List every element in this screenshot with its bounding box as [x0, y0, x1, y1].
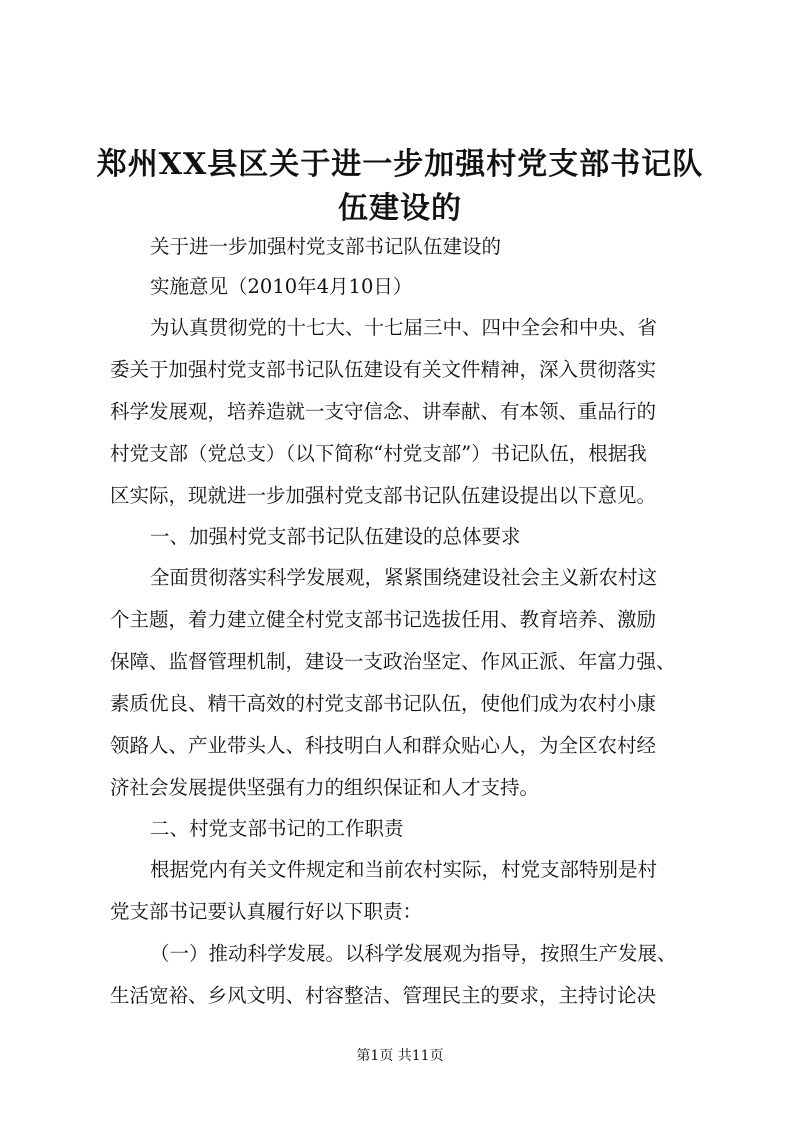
paragraph-line: 生活宽裕、乡风文明、村容整洁、管理民主的要求，主持讨论决 [110, 984, 657, 1007]
paragraph-line: 素质优良、精干高效的村党支部书记队伍，使他们成为农村小康 [110, 692, 657, 715]
paragraph-line: 为认真贯彻党的十七大、十七届三中、四中全会和中央、省 [150, 316, 658, 339]
paragraph-line: 委关于加强村党支部书记队伍建设有关文件精神，深入贯彻落实 [110, 358, 657, 381]
paragraph-line: 领路人、产业带头人、科技明白人和群众贴心人，为全区农村经 [110, 734, 657, 757]
page-number-footer: 第1页 共11页 [356, 1048, 444, 1064]
paragraph-line: 保障、监督管理机制，建设一支政治坚定、作风正派、年富力强、 [110, 650, 676, 673]
paragraph-line: 区实际，现就进一步加强村党支部书记队伍建设提出以下意见。 [110, 484, 657, 507]
subtitle-line-2: 实施意见（2010年4月10日） [150, 275, 413, 298]
document-title-line-1: 郑州XX县区关于进一步加强村党支部书记队 [96, 147, 704, 182]
paragraph-line: 科学发展观，培养造就一支守信念、讲奉献、有本领、重品行的 [110, 400, 657, 423]
subtitle-line-1: 关于进一步加强村党支部书记队伍建设的 [150, 235, 502, 258]
paragraph-line: （一）推动科学发展。以科学发展观为指导，按照生产发展、 [150, 942, 677, 965]
paragraph-line: 村党支部（党总支）（以下简称“村党支部”）书记队伍，根据我 [110, 442, 647, 465]
paragraph-line: 个主题，着力建立健全村党支部书记选拔任用、教育培养、激励 [110, 608, 657, 631]
paragraph-line: 根据党内有关文件规定和当前农村实际，村党支部特别是村 [150, 858, 658, 881]
paragraph-line: 济社会发展提供坚强有力的组织保证和人才支持。 [110, 776, 540, 799]
document-title-line-2: 伍建设的 [338, 191, 462, 226]
paragraph-line: 全面贯彻落实科学发展观，紧紧围绕建设社会主义新农村这 [150, 566, 658, 589]
section-heading-2: 二、村党支部书记的工作职责 [150, 817, 404, 840]
section-heading-1: 一、加强村党支部书记队伍建设的总体要求 [150, 525, 521, 548]
paragraph-line: 党支部书记要认真履行好以下职责： [110, 900, 423, 923]
